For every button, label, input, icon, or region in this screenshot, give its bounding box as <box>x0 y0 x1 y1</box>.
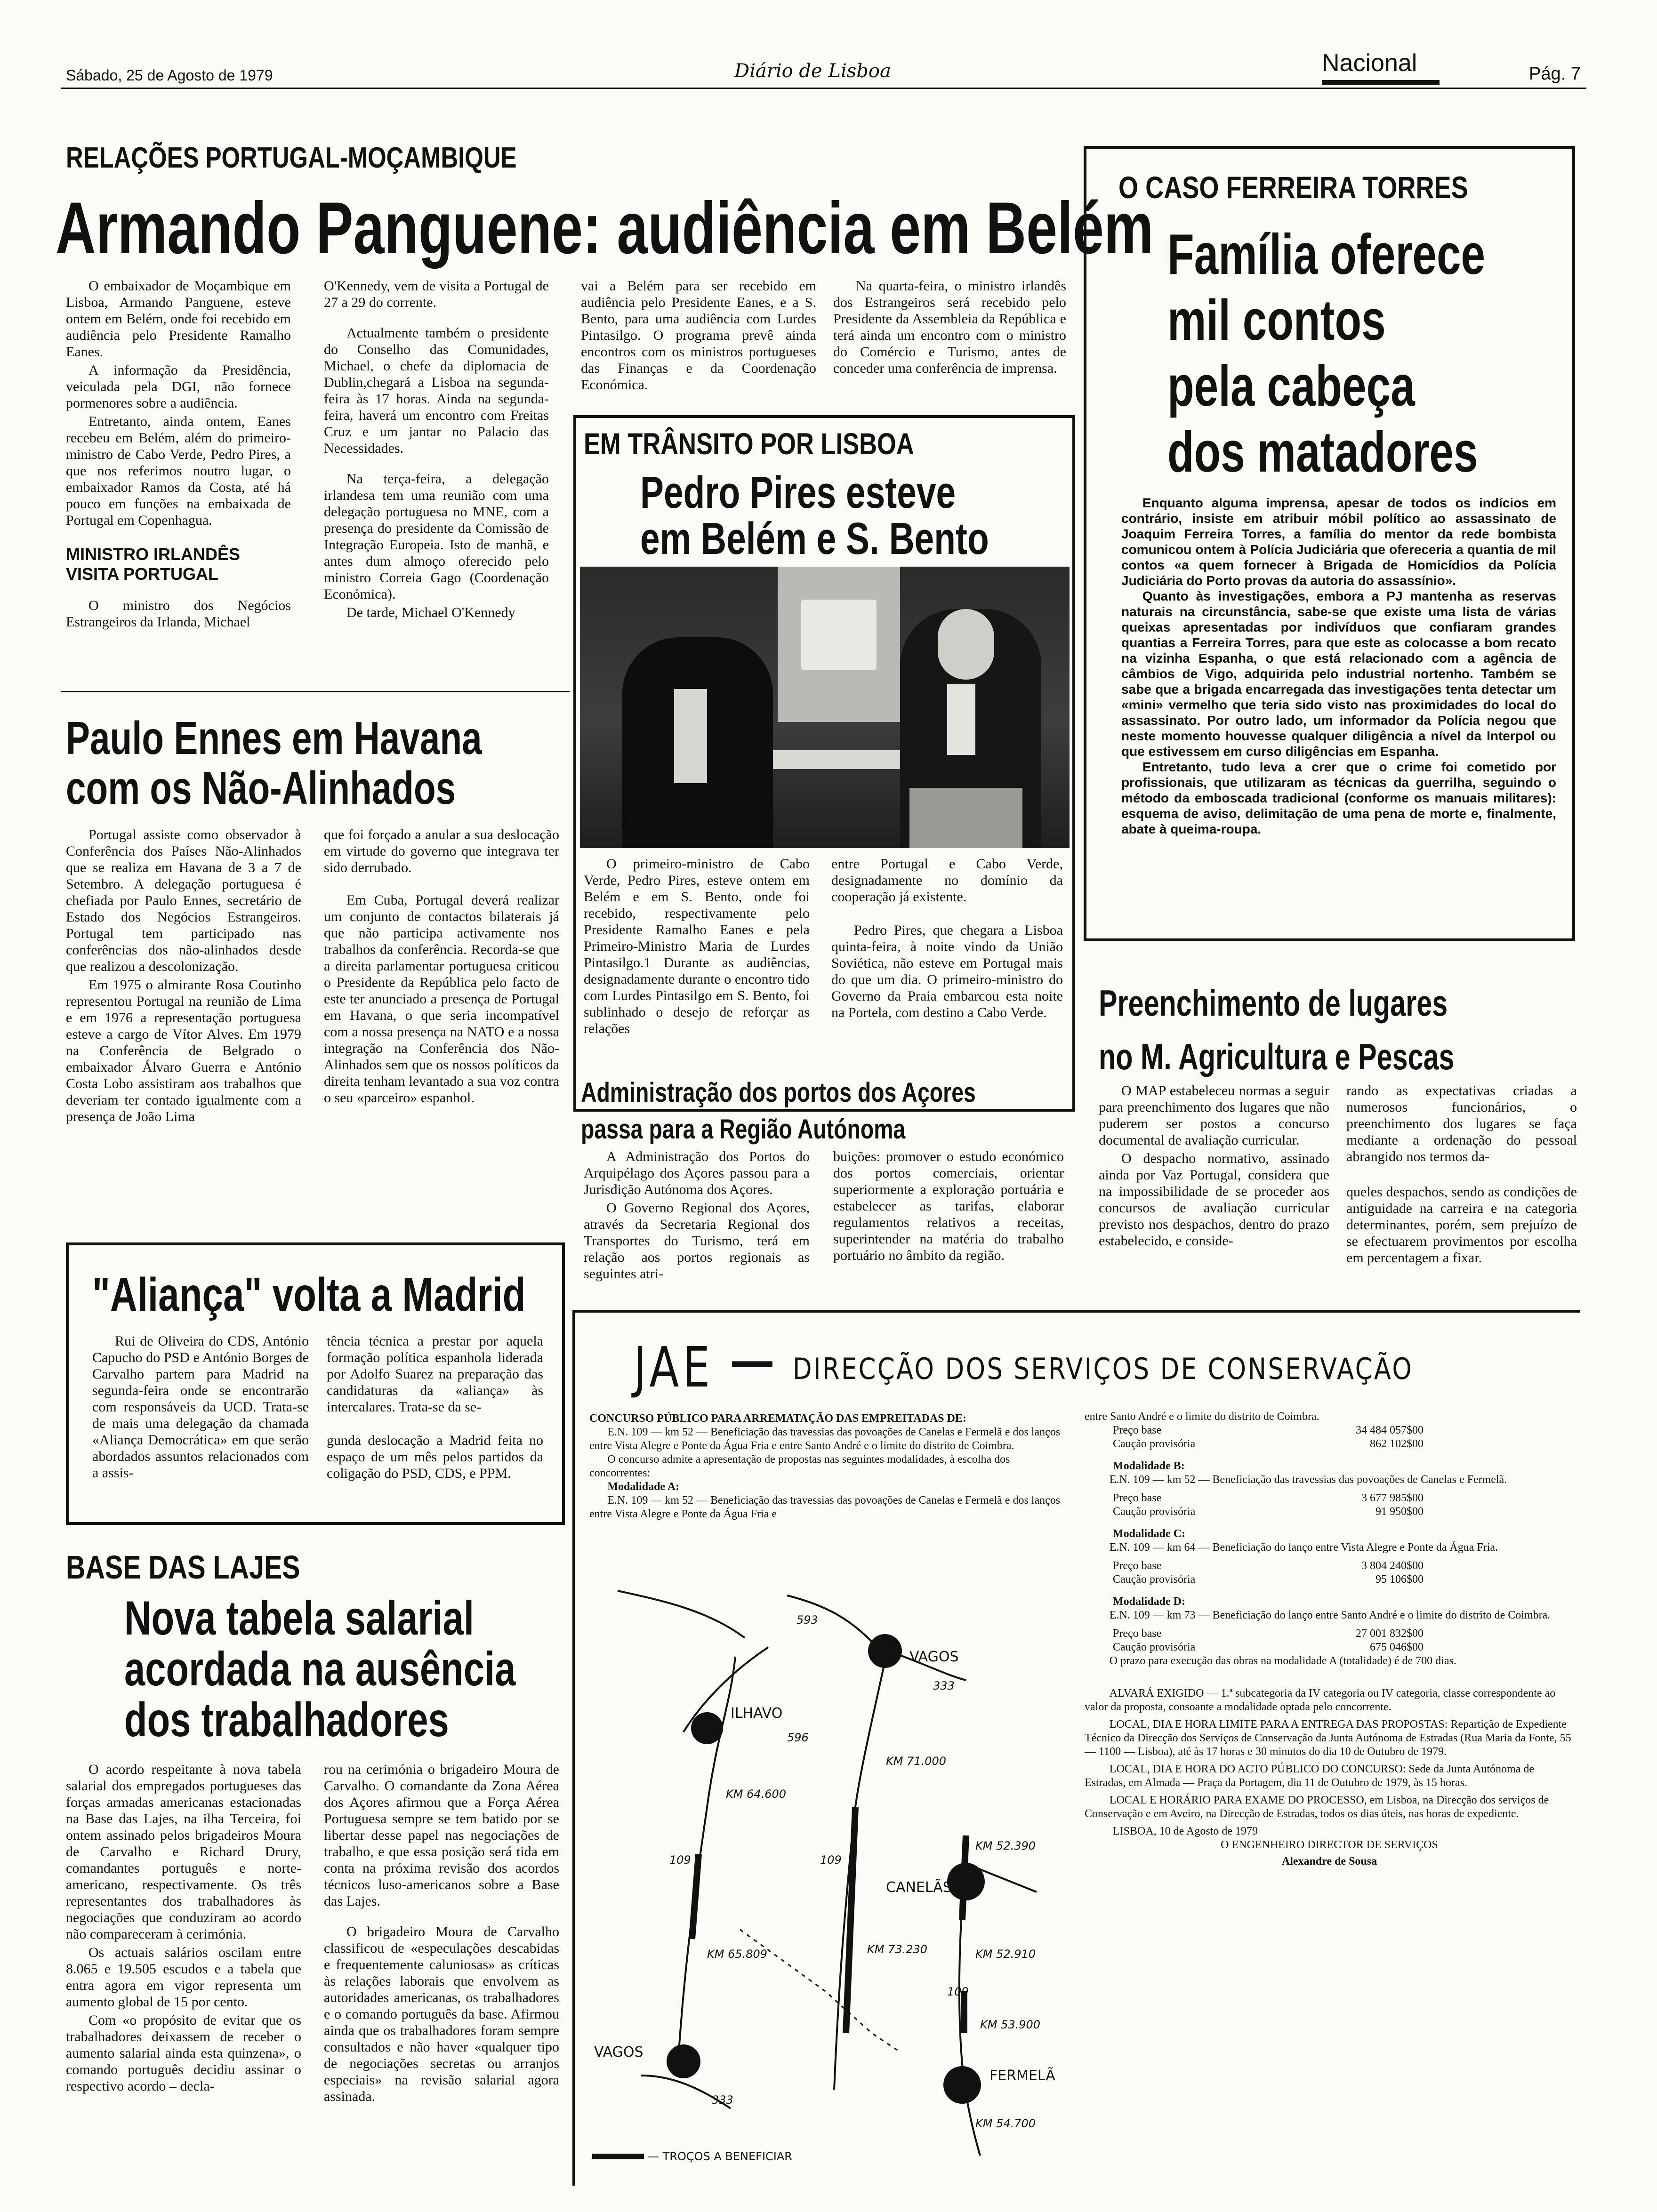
transito-col1-p1: O primeiro-ministro de Cabo Verde, Pedro Pires, esteve ontem em Belém e em S. Bento, onde foi recebido, respectivamente pelo Presidente Ramalho Eanes e pela Primeiro-Ministro Maria de Lurdes Pintasilgo.1 Durante as audiências, designadamente durante o encontro tido com Lurdes Pintasilgo em S. Bento, foi sublinhado o desejo de reforçar as relações <box>584 856 810 1036</box>
label-km71000: KM 71.000 <box>886 1755 947 1768</box>
photo-person-right-shirt <box>947 684 975 755</box>
lugares-col1 <box>1099 1082 1329 1251</box>
lugares-col2 <box>1346 1082 1577 1268</box>
jae-modA-text: E.N. 109 — km 52 — Beneficiação das travessias das povoações de Canelas e Fermelã e dos lanços entre Vista Alegre e Ponte da Água Fria e <box>589 1494 1061 1520</box>
jae-admite: O concurso admite a apresentação de propostas nas seguintes modalidades, à escolha dos concorrentes: <box>589 1453 1010 1479</box>
jae-modC: Modalidade C: <box>1113 1528 1186 1540</box>
transito-col2-p2: Pedro Pires, que chegara a Lisboa quinta-feira, à noite vindo da União Soviética, não esteve em Portugal mais do que um dia. O primeiro-ministro do Governo da Praia embarcou esta noite na Portela, com destino a Cabo Verde. <box>831 922 1063 1020</box>
ennes-col2 <box>324 826 559 1108</box>
ferreira-p2: Quanto às investigações, embora a PJ mantenha as reservas naturais na circunstância, sabe-se que existe uma lista de várias queixas apresentadas por indivíduos que confiaram grandes quantias a Ferreira Torres, para que este as colocasse a bom recato na vizinha Espanha, o que está relacionado com a agência de câmbios de Vigo, adquirida pelo industrial nortenho. Também se sabe que a brigada encarregada das investigações tenta detectar um «mini» vermelho que teria sido visto nas proximidades do local do assassinato. Por outro lado, um informador da Polícia negou que neste momento houvesse qualquer diligência a nível da Interpol ou que estivessem em curso diligências em Espanha. <box>1121 589 1556 759</box>
lead-col2-p2: Actualmente também o presidente do Conselho das Comunidades, Michael, o chefe da diplomacia de Dublin,chegará a Lisboa na segunda-feira às 17 horas. Ainda na segunda-feira, haverá um encontro com Freitas Cruz e um jantar no Palacio das Necessidades. <box>324 325 549 456</box>
jae-prazo: O prazo para execução das obras na modalidade A (totalidade) é de 700 dias. <box>1109 1655 1456 1667</box>
town-vagos-bottom-dot <box>667 2044 700 2078</box>
label-km64600: KM 64.600 <box>726 1787 787 1801</box>
jae-caucaoD-row <box>1085 1641 1424 1654</box>
segment-left <box>692 1854 699 1939</box>
alianca-col2-p1: tência técnica a prestar por aquela formação política espanhola liderada por Adolfo Suarez na preparação das candidaturas da «aliança» às intercalares. Trata-se da se- <box>327 1333 543 1415</box>
lugares-col2-p2: queles despachos, sendo as condições de antiguidade na carreira e na categoria determinantes, porém, sem prejuízo de se efectuarem provimentos por escolha em percentagem a fixar. <box>1346 1184 1577 1266</box>
acores-col2 <box>833 1148 1064 1266</box>
lajes-col2-p2: O brigadeiro Moura de Carvalho classificou de «especulações descabidas e frequentemente caluniosas» as críticas às relações laborais que envolvem as autoridades americanas, os trabalhadores e o comando português da base. Afirmou ainda que os trabalhadores foram sempre consultados e não haver «qualquer tipo de negociações secretas ou arranjos especiais» na revisão salarial agora assinada. <box>324 1924 559 2104</box>
transito-col2 <box>831 856 1063 1023</box>
label-r109b: 109 <box>820 1853 842 1867</box>
acores-headline-2: passa para a Região Autónoma <box>581 1114 906 1145</box>
photo-lamp <box>801 600 877 670</box>
lead-col2-p4: De tarde, Michael O'Kennedy <box>346 605 515 620</box>
section-underline <box>1322 80 1440 85</box>
lajes-headline-3: dos trabalhadores <box>124 1693 449 1747</box>
jae-precoD-row <box>1085 1627 1424 1641</box>
label-km73230: KM 73.230 <box>867 1943 928 1956</box>
label-fermela: FERMELÃ <box>989 2068 1055 2084</box>
label-vagos-top: VAGOS <box>909 1649 959 1665</box>
transito-headline-2: em Belém e S. Bento <box>640 513 989 564</box>
town-fermela-dot <box>943 2066 981 2104</box>
page-number: Pág. 7 <box>1529 64 1581 84</box>
jae-caucaoA-label: Caução provisória <box>1113 1438 1196 1450</box>
jae-left-rule <box>572 1310 575 2186</box>
jae-right-cont: entre Santo André e o limite do distrito de Coimbra. <box>1085 1411 1319 1423</box>
lead-kicker: RELAÇÕES PORTUGAL-MOÇAMBIQUE <box>66 142 517 174</box>
jae-precoB-label: Preço base <box>1113 1492 1162 1504</box>
lead-headline: Armando Panguene: audiência em Belém <box>56 187 1154 269</box>
jae-logo-dash: — <box>730 1335 775 1387</box>
jae-precoC-value: 3 804 240$00 <box>1361 1560 1424 1572</box>
jae-caucaoC-value: 95 106$00 <box>1375 1573 1424 1586</box>
segment-main <box>846 1807 855 2033</box>
jae-top-rule <box>572 1310 1580 1313</box>
jae-en1: E.N. 109 — km 52 — Beneficiação das travessias das povoações de Canelas e Fermelã e dos lanços entre Vista Alegre e Ponte da Água Fria e entre Santo André e o limite do distrito de Coimbra. <box>589 1426 1061 1452</box>
ferreira-p3: Entretanto, tudo leva a crer que o crime foi cometido por profissionais, que utilizaram as técnicas da guerrilha, seguindo o método da emboscada tradicional (conforme os manuais militares): esquema de aviso, delimitação de uma pena de morte e, finalmente, abate à queima-roupa. <box>1121 760 1556 836</box>
section-name: Nacional <box>1322 49 1417 77</box>
lajes-col1-p2: Os actuais salários oscilam entre 8.065 e 19.505 escudos e a tabela que entra agora em vigor representa um aumento global de 15 por cento. <box>66 1945 301 2010</box>
ferreira-p1: Enquanto alguma imprensa, apesar de todos os indícios em contrário, insiste em atribuir móbil político ao assassinato de Joaquim Ferreira Torres, a família do mentor da rede bombista comunicou ontem à Polícia Judiciária que ofereceria a quantia de mil contos «a quem fornecer à Brigada de Homicídios da Polícia Judiciária do Porto provas da autoria do assassínio». <box>1121 496 1556 588</box>
jae-caucaoC-row <box>1085 1573 1424 1587</box>
lead-col2 <box>324 278 549 623</box>
lead-col1-p2: A informação da Presidência, veiculada pela DGI, não fornece pormenores sobre a audiência. <box>66 362 291 411</box>
jae-caucaoB-label: Caução provisória <box>1113 1506 1196 1518</box>
jae-date: LISBOA, 10 de Agosto de 1979 <box>1113 1825 1258 1837</box>
town-ilhavo-dot <box>691 1712 723 1744</box>
lead-col3-p1: vai a Belém para ser recebido em audiência pelo Presidente Eanes, e a S. Bento, para uma audiência com Lurdes Pintasilgo. O programa prevê ainda encontros com os ministros portugueses das Finanças e da Coordenação Económica. <box>581 278 816 393</box>
jae-right-text <box>1085 1410 1574 1868</box>
label-r333a: 333 <box>933 1679 955 1692</box>
lajes-col1 <box>66 1761 301 2096</box>
header-rule <box>61 88 1586 89</box>
masthead: Diário de Lisboa <box>734 60 891 82</box>
label-r593: 593 <box>796 1613 818 1627</box>
jae-caucaoD-value: 675 046$00 <box>1370 1641 1424 1653</box>
label-km53900: KM 53.900 <box>980 2018 1041 2031</box>
jae-precoC-label: Preço base <box>1113 1560 1162 1572</box>
photo-person-left-shirt <box>674 689 707 783</box>
lajes-col2-p1: rou na cerimónia o brigadeiro Moura de Carvalho. O comandante da Zona Aérea dos Açores afirmou que a Força Aérea Portuguesa sempre se tem batido por se libertar desse papel nas negociações de trabalho, e que essa posição será tida em conta na próxima revisão dos acordos técnicos luso-americanos sobre a Base das Lajes. <box>324 1762 559 1909</box>
jae-precoD-label: Preço base <box>1113 1627 1162 1640</box>
lugares-headline-1: Preenchimento de lugares <box>1099 982 1448 1024</box>
ferreira-body <box>1121 495 1556 837</box>
jae-caucaoD-label: Caução provisória <box>1113 1641 1196 1653</box>
jae-modB: Modalidade B: <box>1113 1460 1185 1472</box>
map-legend: — TROÇOS A BENEFICIAR <box>648 2150 792 2163</box>
jae-modD-text: E.N. 109 — km 73 — Beneficiação do lanço entre Santo André e o limite do distrito de Coimbra. <box>1109 1609 1551 1621</box>
jae-local1: LOCAL, DIA E HORA LIMITE PARA A ENTREGA DAS PROPOSTAS: Repartição de Expediente Técnico da Direcção dos Serviços de Conservação da Junta Autónoma de Estradas (Rua Maria da Fonte, 55 — 1100 — Lisboa), até às 17 horas e 30 minutos do dia 10 de Outubro de 1979. <box>1085 1718 1571 1758</box>
jae-local3: LOCAL E HORÁRIO PARA EXAME DO PROCESSO, em Lisboa, na Direcção dos serviços de Conservação e em Aveiro, na Direcção de Estradas, todos os dias úteis, nas horas de expediente. <box>1085 1794 1549 1820</box>
ferreira-headline-1: Família oferece <box>1167 222 1486 286</box>
lead-col4 <box>833 278 1066 378</box>
lugares-headline-2: no M. Agricultura e Pescas <box>1099 1036 1455 1077</box>
ferreira-headline-3: pela cabeça <box>1167 354 1415 418</box>
alianca-col1 <box>92 1333 309 1483</box>
jae-concurso: CONCURSO PÚBLICO PARA ARREMATAÇÃO DAS EMPREITADAS DE: <box>589 1412 966 1425</box>
ferreira-headline-2: mil contos <box>1167 288 1386 352</box>
lajes-headline-2: acordada na ausência <box>124 1642 516 1696</box>
road-593 <box>618 1591 745 1638</box>
ennes-headline-1: Paulo Ennes em Havana <box>66 712 482 764</box>
lead-col1-p4: O ministro dos Negócios Estrangeiros da Irlanda, Michael <box>66 598 291 630</box>
jae-sig1: O ENGENHEIRO DIRECTOR DE SERVIÇOS <box>1221 1839 1438 1851</box>
lead-col3 <box>581 278 816 395</box>
ferreira-headline-4: dos matadores <box>1167 420 1478 484</box>
photo-table <box>759 750 914 769</box>
label-r596: 596 <box>787 1731 809 1744</box>
label-ilhavo: ILHAVO <box>731 1705 783 1722</box>
lajes-col1-p1: O acordo respeitante à nova tabela salarial dos empregados portugueses das forças armadas americanas estacionadas na Base das Lajes, na ilha Terceira, foi ontem assinado pelos brigadeiros Moura de Carvalho e Richard Drury, comandantes português e norte-americano, respectivamente. Os três representantes dos trabalhadores às negociações que conduziram ao acordo não compareceram à cerimónia. <box>66 1762 301 1942</box>
jae-precoA-label: Preço base <box>1113 1424 1162 1436</box>
label-canelas: CANELÃS <box>886 1879 952 1896</box>
pedro-pires-photo <box>580 567 1070 848</box>
road-109-main <box>834 1657 886 2090</box>
jae-local2: LOCAL, DIA E HORA DO ACTO PÚBLICO DO CONCURSO: Sede da Junta Autónoma de Estradas, em Almada — Praça da Portagem, dia 11 de Outubro de 1979, às 15 horas. <box>1085 1763 1535 1789</box>
label-km52910: KM 52.910 <box>975 1948 1036 1961</box>
alianca-col2 <box>327 1333 543 1483</box>
lugares-col2-p1: rando as expectativas criadas a numerosos funcionários, o preenchimento dos lugares se faça mediante a ordenação do pessoal abrangido nos termos da- <box>1346 1083 1577 1164</box>
ennes-headline-2: com os Não-Alinhados <box>66 762 456 814</box>
jae-modA: Modalidade A: <box>607 1481 680 1493</box>
ennes-col1-p1: Portugal assiste como observador à Conferência dos Países Não-Alinhados que se realiza em Havana de 3 a 7 de Setembro. A delegação portuguesa é chefiada por Paulo Ennes, secretário de Estado dos Negócios Estrangeiros. Portugal tem participado nas conferências dos não-alinhados desde que realizou a descolonização. <box>66 827 301 974</box>
lead-col1-p3: Entretanto, ainda ontem, Eanes recebeu em Belém, além do primeiro-ministro de Cabo Verde, Pedro Pires, a que nos referimos noutro lugar, o embaixador Ramos da Costa, até há pouco em funções na embaixada de Portugal em Copenhagua. <box>66 414 291 528</box>
road-map <box>589 1581 1070 2165</box>
jae-alvara: ALVARÁ EXIGIDO — 1.ª subcategoria da IV categoria ou IV categoria, classe correspondente ao valor da proposta, consoante a modalidade optada pelo concorrente. <box>1085 1687 1556 1713</box>
jae-precoD-value: 27 001 832$00 <box>1356 1627 1424 1640</box>
transito-col2-p1: entre Portugal e Cabo Verde, designadamente no domínio da cooperação já existente. <box>831 856 1063 905</box>
jae-caucaoA-value: 862 102$00 <box>1370 1438 1424 1450</box>
legend-swatch <box>592 2154 644 2159</box>
jae-sig2: Alexandre de Sousa <box>1281 1855 1377 1867</box>
lead-col4-p1: Na quarta-feira, o ministro irlandês dos Estrangeiros será recebido pelo Presidente da Assembleia da República e terá ainda um encontro com o ministro do Comércio e Turismo, antes de conceder uma conferência de imprensa. <box>833 278 1066 376</box>
alianca-col1-p1: Rui de Oliveira do CDS, António Capucho do PSD e António Borges de Carvalho partem para Madrid na segunda-feira onde se encontrarão com responsáveis da UCD. Trata-se de mais uma delegação da chamada «Aliança Democrática» em que serão abordados assuntos relacionados com a assis- <box>92 1333 309 1481</box>
header-date: Sábado, 25 de Agosto de 1979 <box>66 67 273 84</box>
label-r333b: 333 <box>712 2093 733 2107</box>
lajes-col2 <box>324 1761 559 2107</box>
ennes-col2-p2: Em Cuba, Portugal deverá realizar um conjunto de contactos bilaterais já que não participa activamente nos trabalhos da conferência. Recorda-se que a direita parlamentar portuguesa criticou o Presidente da República pelo facto de este ter anunciado a presença de Portugal em Havana, o que seria incompatível com a nossa presença na NATO e a nossa integração na Conferência dos Não-Alinhados sem que os nossos políticos da direita tenham levantado a sua voz contra o seu «parceiro» espanhol. <box>324 892 559 1106</box>
acores-headline-1: Administração dos portos dos Açores <box>581 1077 976 1108</box>
jae-caucaoB-value: 91 950$00 <box>1375 1506 1424 1518</box>
lead-col1-p1: O embaixador de Moçambique em Lisboa, Armando Panguene, esteve ontem em Belém, onde foi recebido em audiência pelo Presidente Ramalho Eanes. <box>66 278 291 360</box>
jae-precoA-value: 34 484 057$00 <box>1356 1424 1424 1436</box>
label-km54700: KM 54.700 <box>975 2117 1036 2130</box>
label-r109c: 109 <box>947 1985 969 1998</box>
label-r109a: 109 <box>669 1853 691 1867</box>
ennes-top-rule <box>61 691 570 692</box>
lead-col1 <box>66 278 291 632</box>
lajes-col1-p3: Com «o propósito de evitar que os trabalhadores deixassem de receber o aumento salarial ainda esta quinzena», o comando português decidiu assinar o respectivo acordo – decla- <box>66 2012 301 2094</box>
acores-col2-p1: buições: promover o estudo económico dos portos comerciais, orientar superiormente a exploração portuária e estabelecer as tarifas, elaborar regulamentos relativos a receitas, superintender na matéria do trabalho portuário no âmbito da região. <box>833 1149 1064 1263</box>
acores-col1-p2: O Governo Regional dos Açores, através da Secretaria Regional dos Transportes do Turismo, terá em relação aos portos regionais as seguintes atri- <box>584 1200 810 1282</box>
jae-precoA-row <box>1085 1424 1424 1437</box>
label-vagos-bottom: VAGOS <box>594 2044 643 2060</box>
ennes-col1-p2: Em 1975 o almirante Rosa Coutinho representou Portugal na reunião de Lima e em 1976 a representação portuguesa esteve a cargo de Vítor Alves. Em 1979 na Conferência de Belgrado o embaixador Álvaro Guerra e António Costa Lobo assistiram aos trabalhos que deveriam ter contado igualmente com a presença de João Lima <box>66 977 301 1124</box>
jae-precoB-row <box>1085 1491 1424 1505</box>
jae-caucaoC-label: Caução provisória <box>1113 1573 1196 1586</box>
jae-left-text <box>589 1412 1070 1521</box>
transito-kicker: EM TRÂNSITO POR LISBOA <box>584 427 914 461</box>
jae-modD: Modalidade D: <box>1113 1595 1186 1608</box>
lajes-kicker: BASE DAS LAJES <box>66 1549 300 1586</box>
photo-person-right-face <box>938 609 994 680</box>
jae-precoC-row <box>1085 1559 1424 1573</box>
jae-modB-text: E.N. 109 — km 52 — Beneficiação das travessias das povoações de Canelas e Fermelã. <box>1109 1474 1507 1486</box>
ennes-col2-p1: que foi forçado a anular a sua deslocação em virtude do governo que integrava ter sido derrubado. <box>324 827 559 875</box>
town-canelas-dot <box>947 1863 985 1900</box>
jae-modC-text: E.N. 109 — km 64 — Beneficiação do lanço entre Vista Alegre e Ponte da Água Fria. <box>1109 1541 1498 1554</box>
jae-caucaoB-row <box>1085 1505 1424 1519</box>
photo-person-right-legs <box>909 788 1022 848</box>
transito-col1 <box>584 856 810 1039</box>
acores-col1 <box>584 1148 810 1284</box>
jae-title: DIRECÇÃO DOS SERVIÇOS DE CONSERVAÇÃO <box>793 1352 1414 1386</box>
alianca-headline: "Aliança" volta a Madrid <box>92 1268 526 1321</box>
acores-col1-p1: A Administração dos Portos do Arquipélago dos Açores passou para a Jurisdição Autónoma dos Açores. <box>584 1149 810 1197</box>
town-vagos-top-dot <box>868 1634 902 1668</box>
label-km65809: KM 65.809 <box>707 1948 768 1961</box>
jae-precoB-value: 3 677 985$00 <box>1361 1492 1424 1504</box>
ennes-col1 <box>66 826 301 1127</box>
jae-caucaoA-row <box>1085 1437 1424 1451</box>
transito-headline-1: Pedro Pires esteve <box>640 467 956 518</box>
lugares-col1-p1: O MAP estabeleceu normas a seguir para preenchimento dos lugares que não puderem ser postos a concurso documental de avaliação curricular. <box>1099 1083 1329 1148</box>
lead-col2-p1: O'Kennedy, vem de visita a Portugal de 27 a 29 do corrente. <box>324 278 549 310</box>
lead-subhead: MINISTRO IRLANDÊS VISITA PORTUGAL <box>66 545 241 584</box>
label-km52390: KM 52.390 <box>975 1839 1036 1852</box>
lead-col2-p3: Na terça-feira, a delegação irlandesa tem uma reunião com uma delegação portuguesa no MNE, com a presença do presidente da Comissão de Integração Europeia. Isto de manhã, e antes dum almoço oferecido pelo ministro Correia Gago (Coordenação Económica). <box>324 471 549 602</box>
alianca-col2-p2: gunda deslocação a Madrid feita no espaço de um mês pelos partidos da coligação do PSD, CDS, e PPM. <box>327 1433 543 1481</box>
lugares-col1-p2: O despacho normativo, assinado ainda por Vaz Portugal, considera que na impossibilidade de se proceder aos concursos de avaliação curricular previsto nos despachos, dentro do prazo estabelecido, e conside- <box>1099 1151 1329 1249</box>
lajes-headline-1: Nova tabela salarial <box>124 1591 474 1645</box>
jae-logo: JAE <box>634 1335 714 1400</box>
ferreira-kicker: O CASO FERREIRA TORRES <box>1118 170 1468 205</box>
